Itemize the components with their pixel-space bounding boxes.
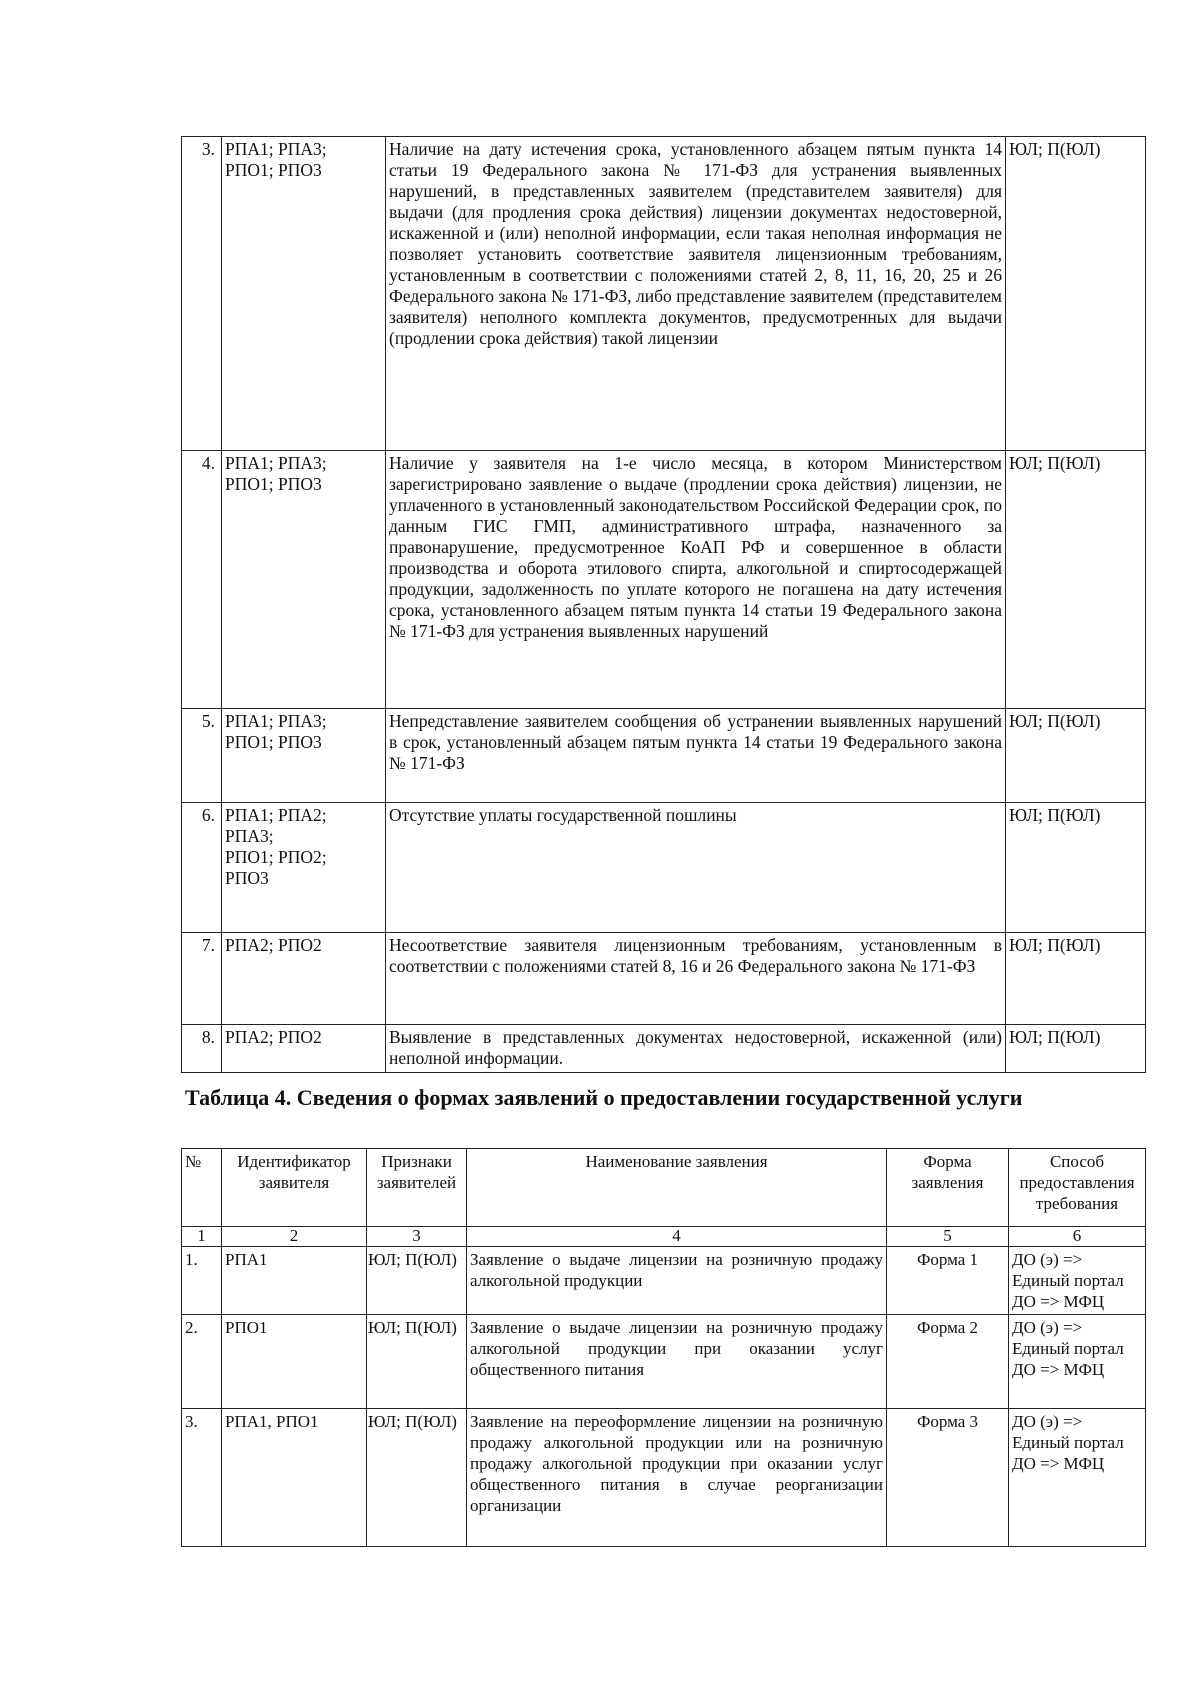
column-number: 4 — [467, 1227, 887, 1247]
submission-method — [1009, 1247, 1146, 1315]
table-row — [182, 137, 1146, 451]
table-row — [182, 1025, 1146, 1073]
column-number: 3 — [367, 1227, 467, 1247]
applicant-signs: ЮЛ; П(ЮЛ) — [1006, 933, 1146, 1025]
header-applicant-signs: Признаки заявителей — [367, 1149, 467, 1227]
applicant-line: РПА1; РПА3; — [225, 453, 327, 473]
column-number: 6 — [1009, 1227, 1146, 1247]
refusal-reason: Несоответствие заявителя лицензионным требованиям, установленным в соответствии с положениями статей 8, 16 и 26 Федерального закона № 171-ФЗ — [386, 933, 1006, 1025]
form-name: Форма 3 — [887, 1409, 1009, 1547]
applicant-line: РПА2; РПО2 — [225, 1027, 322, 1047]
header-method: Способ предоставления требования — [1009, 1149, 1146, 1227]
row-number: 7. — [182, 933, 222, 1025]
applicant-id: РПА1, РПО1 — [222, 1409, 367, 1547]
application-name: Заявление на переоформление лицензии на розничную продажу алкогольной продукции или на розничную продажу алкогольной продукции при оказании услуг общественного питания в случае реорганизации организации — [467, 1409, 887, 1547]
row-number: 6. — [182, 803, 222, 933]
row-number: 1. — [182, 1247, 222, 1315]
refusal-reason: Выявление в представленных документах недостоверной, искаженной (или) неполной информации. — [386, 1025, 1006, 1073]
applicant-line: РПО1; РПО2; — [225, 847, 327, 867]
method-line: Единый портал — [1012, 1271, 1124, 1290]
refusal-reason: Отсутствие уплаты государственной пошлины — [386, 803, 1006, 933]
table-row — [182, 1315, 1146, 1409]
form-name: Форма 2 — [887, 1315, 1009, 1409]
applicant-signs: ЮЛ; П(ЮЛ) — [1006, 451, 1146, 709]
column-numbers-row — [182, 1227, 1146, 1247]
header-application-name: Наименование заявления — [467, 1149, 887, 1227]
applicant-line: РПО3 — [225, 868, 269, 888]
applicant-line: РПА1; РПА3; — [225, 139, 327, 159]
row-number: 3. — [182, 1409, 222, 1547]
applicant-line: РПО1; РПО3 — [225, 732, 322, 752]
row-number: 4. — [182, 451, 222, 709]
applicant-ids — [222, 709, 386, 803]
header-form: Форма заявления — [887, 1149, 1009, 1227]
column-number: 1 — [182, 1227, 222, 1247]
applicant-signs: ЮЛ; П(ЮЛ) — [1006, 137, 1146, 451]
table-row — [182, 709, 1146, 803]
applicant-id: РПО1 — [222, 1315, 367, 1409]
table-row — [182, 451, 1146, 709]
method-line: ДО => МФЦ — [1012, 1454, 1105, 1473]
submission-method — [1009, 1409, 1146, 1547]
application-name: Заявление о выдаче лицензии на розничную продажу алкогольной продукции при оказании услуг общественного питания — [467, 1315, 887, 1409]
column-number: 5 — [887, 1227, 1009, 1247]
table4-title: Таблица 4. Сведения о формах заявлений о предоставлении государственной услуги — [185, 1085, 1023, 1110]
refusal-reason: Непредставление заявителем сообщения об устранении выявленных нарушений в срок, установленный абзацем пятым пункта 14 статьи 19 Федерального закона № 171-ФЗ — [386, 709, 1006, 803]
application-name: Заявление о выдаче лицензии на розничную продажу алкогольной продукции — [467, 1247, 887, 1315]
applicant-ids — [222, 933, 386, 1025]
table-row — [182, 1409, 1146, 1547]
header-row — [182, 1149, 1146, 1227]
applicant-ids — [222, 1025, 386, 1073]
method-line: Единый портал — [1012, 1339, 1124, 1358]
refusal-reason: Наличие у заявителя на 1-е число месяца, в котором Министерством зарегистрировано заявление о выдаче (продлении срока действия) лицензии, не уплаченного в установленный законодательством Российской Федерации срок, по данным ГИС ГМП, административного штрафа, назначенного за правонарушение, предусмотренное КоАП РФ и совершенное в области производства и оборота этилового спирта, алкогольной и спиртосодержащей продукции, задолженность по уплате которого не погашена на дату истечения срока, установленного абзацем пятым пункта 14 статьи 19 Федерального закона № 171-ФЗ для устранения выявленных нарушений — [386, 451, 1006, 709]
applicant-line: РПА1; РПА3; — [225, 711, 327, 731]
applicant-signs: ЮЛ; П(ЮЛ) — [1006, 1025, 1146, 1073]
form-name: Форма 1 — [887, 1247, 1009, 1315]
row-number: 8. — [182, 1025, 222, 1073]
method-line: ДО (э) => — [1012, 1318, 1083, 1337]
applicant-line: РПО1; РПО3 — [225, 474, 322, 494]
method-line: ДО (э) => — [1012, 1412, 1083, 1431]
refusal-reasons-table — [181, 136, 1146, 1073]
table-row — [182, 1247, 1146, 1315]
row-number: 5. — [182, 709, 222, 803]
column-number: 2 — [222, 1227, 367, 1247]
applicant-signs: ЮЛ; П(ЮЛ) — [367, 1409, 467, 1547]
applicant-ids — [222, 451, 386, 709]
header-number: № — [182, 1149, 222, 1227]
header-applicant-id: Идентификатор заявителя — [222, 1149, 367, 1227]
submission-method — [1009, 1315, 1146, 1409]
method-line: ДО => МФЦ — [1012, 1292, 1105, 1311]
applicant-signs: ЮЛ; П(ЮЛ) — [367, 1247, 467, 1315]
applicant-id: РПА1 — [222, 1247, 367, 1315]
application-forms-table — [181, 1148, 1146, 1547]
row-number: 2. — [182, 1315, 222, 1409]
refusal-reason: Наличие на дату истечения срока, установленного абзацем пятым пункта 14 статьи 19 Федерального закона № 171-ФЗ для устранения выявленных нарушений, в представленных заявителем (представителем заявителя) для выдачи (для продления срока действия) лицензии документах недостоверной, искаженной и (или) неполной информации, если такая неполная информация не позволяет установить соответствие заявителя лицензионным требованиям, установленным в соответствии с положениями статей 2, 8, 11, 16, 20, 25 и 26 Федерального закона № 171-ФЗ, либо представление заявителем (представителем заявителя) неполного комплекта документов, предусмотренных для выдачи (продлении срока действия) такой лицензии — [386, 137, 1006, 451]
applicant-signs: ЮЛ; П(ЮЛ) — [1006, 803, 1146, 933]
applicant-signs: ЮЛ; П(ЮЛ) — [1006, 709, 1146, 803]
table-row — [182, 803, 1146, 933]
applicant-ids — [222, 803, 386, 933]
method-line: ДО (э) => — [1012, 1250, 1083, 1269]
applicant-signs: ЮЛ; П(ЮЛ) — [367, 1315, 467, 1409]
applicant-line: РПА3; — [225, 826, 274, 846]
method-line: ДО => МФЦ — [1012, 1360, 1105, 1379]
table-row — [182, 933, 1146, 1025]
applicant-line: РПА1; РПА2; — [225, 805, 327, 825]
applicant-line: РПА2; РПО2 — [225, 935, 322, 955]
row-number: 3. — [182, 137, 222, 451]
applicant-line: РПО1; РПО3 — [225, 160, 322, 180]
method-line: Единый портал — [1012, 1433, 1124, 1452]
applicant-ids — [222, 137, 386, 451]
